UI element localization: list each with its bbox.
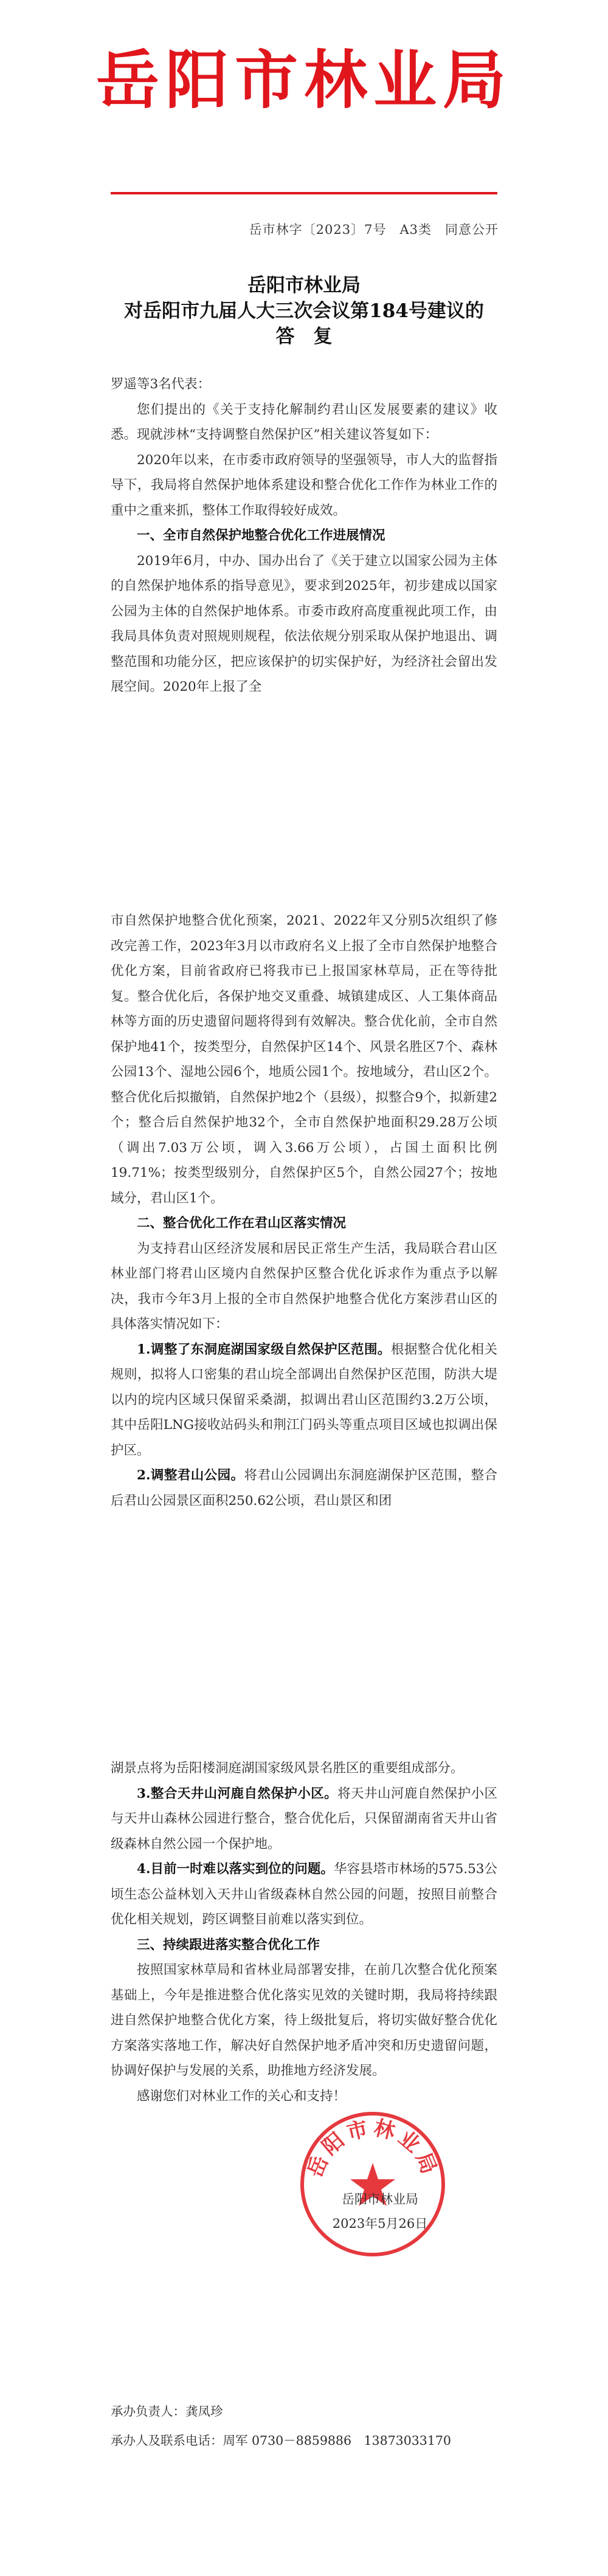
item-3-label: 3.整合天井山河鹿自然保护小区。 (137, 1786, 338, 1801)
page-3-body (111, 1756, 497, 2109)
signature-org: 岳阳市林业局 (342, 2192, 418, 2207)
reply-title-subject: 对岳阳市九届人大三次会议第184号建议的 (124, 300, 484, 322)
salutation: 罗遥等3名代表： (111, 377, 211, 392)
section-1-paragraph-a: 2019年6月，中办、国办出台了《关于建立以国家公园为主体的自然保护地体系的指导意见》，要求到2025年，初步建成以国家公园为主体的自然保护地体系。市委市政府高度重视此项工作，由我局具体负责对照规则规程，依法依规分别采取从保护地退出、调整范围和功能分区，把应该保护的切实保护好，为经济社会留出发展空间。2020年上报了全 (111, 553, 497, 694)
responsible-person: 承办负责人：龚凤珍 (111, 2404, 223, 2419)
item-1 (111, 1337, 497, 1464)
thanks-line: 感谢您们对林业工作的关心和支持！ (137, 2088, 347, 2104)
item-2-text: 将君山公园调出东洞庭湖保护区范围，整合后君山公园景区面积250.62公顷，君山景区和团 (111, 1468, 497, 1509)
reply-title-org: 岳阳市林业局 (247, 275, 361, 296)
section-2-heading: 二、整合优化工作在君山区落实情况 (137, 1216, 347, 1231)
item-3-text: 将天井山河鹿自然保护小区与天井山森林公园进行整合，整合优化后，只保留湖南省天井山省级森林自然公园一个保护地。 (111, 1786, 497, 1852)
reply-title-reply: 答 复 (275, 326, 333, 348)
masthead-divider (111, 192, 497, 194)
section-1-paragraph-b: 市自然保护地整合优化预案，2021、2022年又分别5次组织了修改完善工作，2023年3月以市政府名义上报了全市自然保护地整合优化方案，目前省政府已将我市已上报国家林草局，正在等待批复。整合优化后，各保护地交叉重叠、城镇建成区、人工集体商品林等方面的历史遗留问题将得到有效解决。整合优化前，全市自然保护地41个，按类型分，自然保护区14个、风景名胜区7个、森林公园13个、湿地公园6个，地质公园1个。按地域分，君山区2个。整合优化后拟撤销，自然保护地2个（县级），拟整合9个，拟新建2个；整合后自然保护地32个，全市自然保护地面积29.28万公顷（调出7.03万公顷，调入3.66万公顷），占国土面积比例19.71%；按类型级别分，自然保护区5个，自然公园27个；按地域分，君山区1个。 (111, 913, 497, 1206)
section-3-heading: 三、持续跟进落实整合优化工作 (137, 1937, 320, 1953)
signature-block (304, 2187, 456, 2236)
official-seal (297, 2108, 449, 2260)
item-2 (111, 1463, 497, 1513)
item-2-continued: 湖景点将为岳阳楼洞庭湖国家级风景名胜区的重要组成部分。 (111, 1761, 464, 1776)
agency-masthead: 岳阳市林业局 (95, 43, 512, 117)
item-4-text: 华容县塔市林场的575.53公顷生态公益林划入天井山省级森林自然公园的问题，按照目前整合优化相关规划，跨区调整目前难以落实到位。 (111, 1862, 498, 1927)
item-2-label: 2.调整君山公园。 (137, 1468, 244, 1483)
item-1-text: 根据整合优化相关规则，拟将人口密集的君山垸全部调出自然保护区范围，防洪大堤以内的垸内区域只保留采桑湖，拟调出君山区范围约3.2万公顷，其中岳阳LNG接收站码头和荆江门码头等重点项目区域也拟调出保护区。 (111, 1341, 497, 1458)
item-4 (111, 1857, 497, 1933)
item-4-label: 4.目前一时难以落实到位的问题。 (137, 1862, 334, 1877)
seal-text: 岳阳市林业局 (303, 2115, 443, 2181)
handler-contact: 承办人及联系电话：周军 0730－8859886 13873033170 (111, 2433, 451, 2448)
page-1-body (111, 372, 497, 700)
section-1-heading: 一、全市自然保护地整合优化工作进展情况 (137, 528, 385, 543)
signature-date: 2023年5月26日 (332, 2216, 428, 2231)
section-2-intro: 为支持君山区经济发展和居民正常生产生活，我局联合君山区林业部门将君山区境内自然保护区整合优化诉求作为重点予以解决，我市今年3月上报的全市自然保护地整合优化方案涉君山区的具体落实情况如下： (111, 1241, 497, 1332)
document-number: 岳市林字〔2023〕7号 A3类 同意公开 (249, 222, 499, 237)
paragraph-2020: 2020年以来，在市委市政府领导的坚强领导，市人大的监督指导下，我局将自然保护地体系建设和整合优化工作作为林业工作的重中之重来抓，整体工作取得较好成效。 (111, 452, 497, 518)
item-3 (111, 1781, 497, 1857)
section-3-paragraph: 按照国家林草局和省林业局部署安排，在前几次整合优化预案基础上，今年是推进整合优化落实见效的关键时期，我局将持续跟进自然保护地整合优化方案，待上级批复后，将切实做好整合优化方案落实落地工作，解决好自然保护地矛盾冲突和历史遗留问题，协调好保护与发展的关系，助推地方经济发展。 (111, 1962, 497, 2078)
contact-block (111, 2397, 451, 2455)
intro-paragraph: 您们提出的《关于支持化解制约君山区发展要素的建议》收悉。现就涉林“支持调整自然保护区”相关建议答复如下： (111, 402, 497, 442)
item-1-label: 1.调整了东洞庭湖国家级自然保护区范围。 (137, 1341, 391, 1357)
page-2-body (111, 908, 497, 1513)
